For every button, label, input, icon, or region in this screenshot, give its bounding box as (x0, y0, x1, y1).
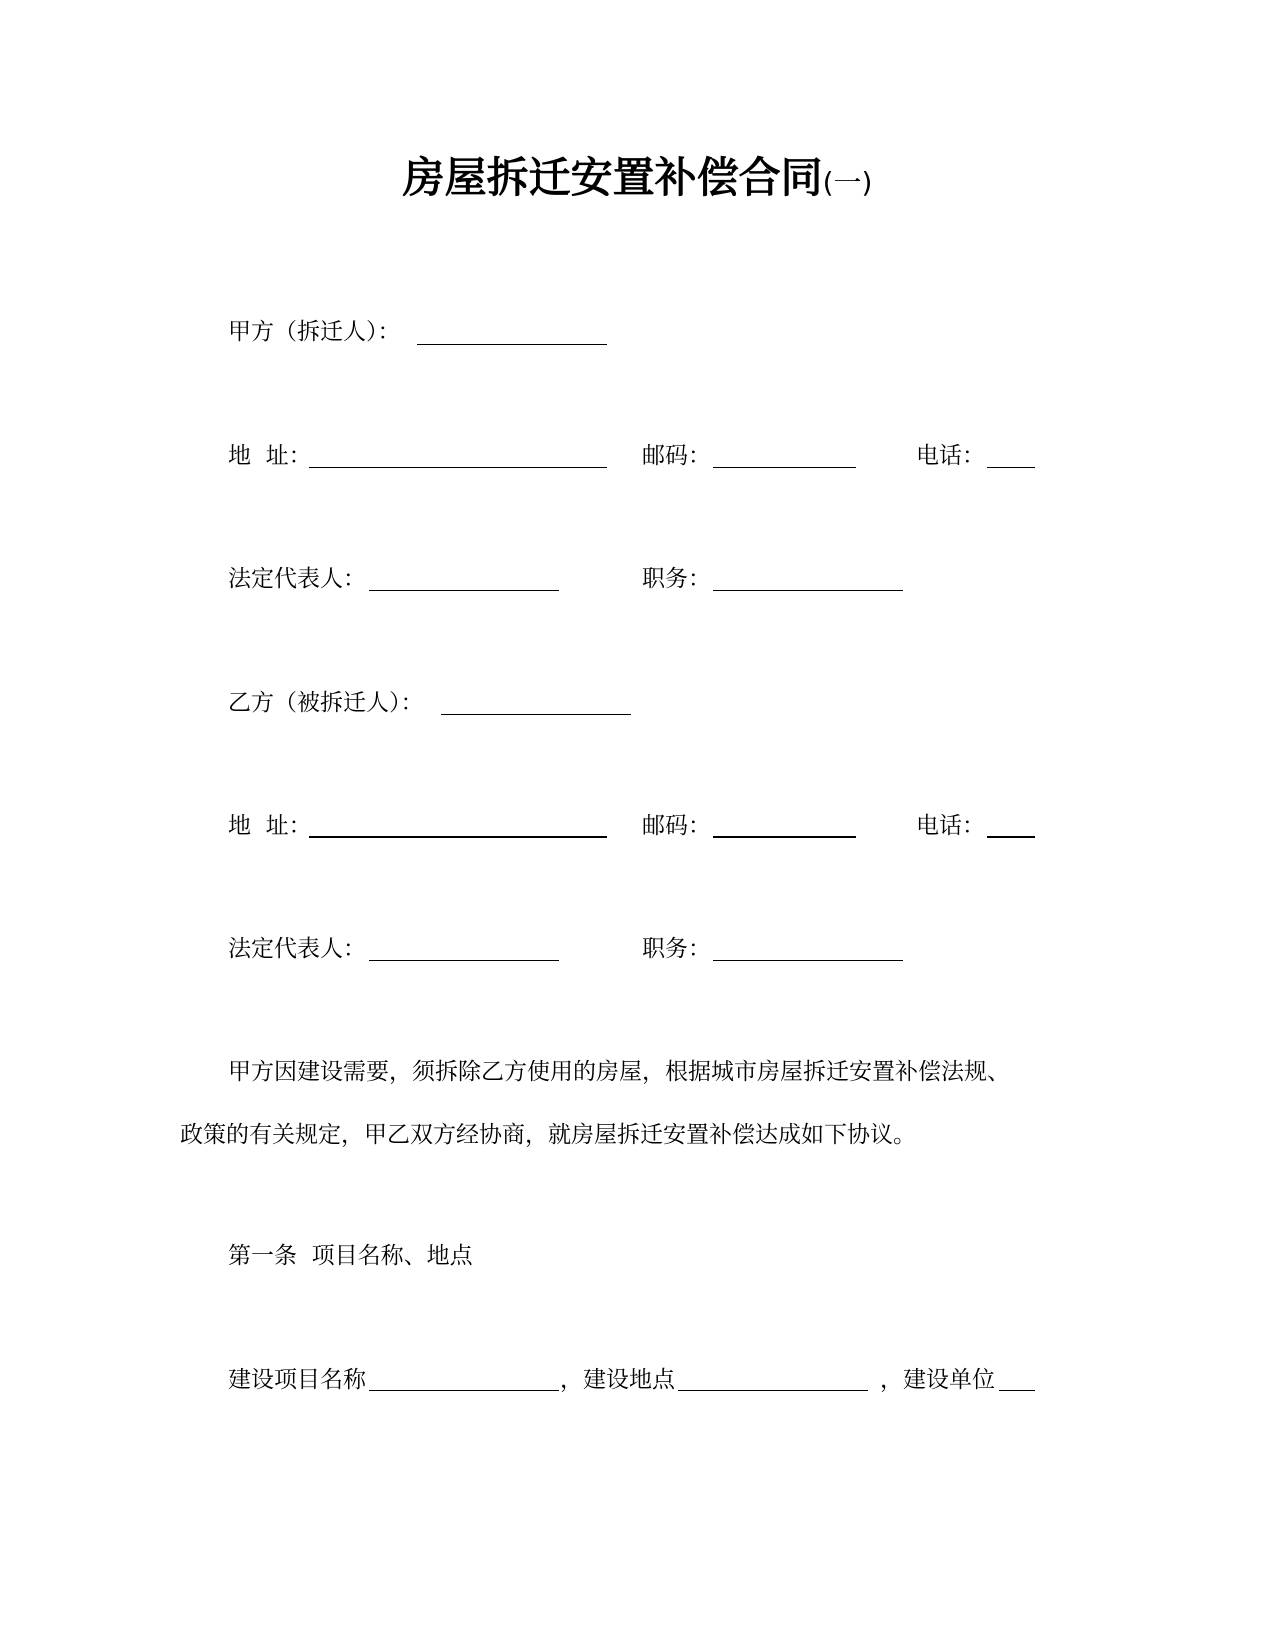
party-a-address-blank[interactable] (309, 467, 607, 468)
title-suffix: (一) (822, 166, 873, 199)
article-1-project-name-label: 建设项目名称 (228, 1367, 366, 1393)
party-b-postcode-blank[interactable] (713, 836, 856, 838)
party-a-postcode-blank[interactable] (713, 467, 856, 468)
party-b-postcode-label: 邮码： (642, 813, 711, 839)
party-b-position-label: 职务： (642, 936, 711, 962)
article-1-location-label: ，建设地点 (560, 1367, 675, 1393)
party-b-position-blank[interactable] (713, 960, 903, 961)
party-a-legal-rep-blank[interactable] (369, 590, 559, 591)
party-a-blank[interactable] (417, 344, 607, 345)
article-1-unit-label: ，建设单位 (880, 1367, 995, 1393)
unit-blank[interactable] (999, 1390, 1035, 1391)
party-a-position-label: 职务： (642, 566, 711, 592)
party-b-blank[interactable] (441, 714, 631, 715)
party-a-postcode-label: 邮码： (642, 443, 711, 469)
preamble-line-1: 甲方因建设需要，须拆除乙方使用的房屋，根据城市房屋拆迁安置补偿法规、 (228, 1059, 1010, 1085)
party-a-label: 甲方（拆迁人）： (228, 319, 401, 345)
party-b-label: 乙方（被拆迁人）： (228, 690, 424, 716)
party-b-address-blank[interactable] (309, 836, 607, 838)
party-b-legal-rep-label: 法定代表人： (228, 936, 366, 962)
party-a-phone-blank[interactable] (987, 467, 1035, 468)
party-a-position-blank[interactable] (713, 590, 903, 591)
party-a-phone-label: 电话： (916, 443, 985, 469)
party-a-legal-rep-label: 法定代表人： (228, 566, 366, 592)
party-b-phone-blank[interactable] (987, 836, 1035, 838)
party-b-phone-label: 电话： (916, 813, 985, 839)
document-title (0, 148, 1275, 213)
article-1-heading: 第一条 项目名称、地点 (228, 1243, 473, 1269)
location-blank[interactable] (678, 1390, 868, 1391)
project-name-blank[interactable] (369, 1390, 559, 1391)
preamble-line-2: 政策的有关规定，甲乙双方经协商，就房屋拆迁安置补偿达成如下协议。 (180, 1122, 916, 1148)
party-a-address-label: 地 址： (228, 443, 312, 469)
title-main: 房屋拆迁安置补偿合同 (402, 153, 823, 202)
party-b-legal-rep-blank[interactable] (369, 960, 559, 961)
party-b-address-label: 地 址： (228, 813, 312, 839)
